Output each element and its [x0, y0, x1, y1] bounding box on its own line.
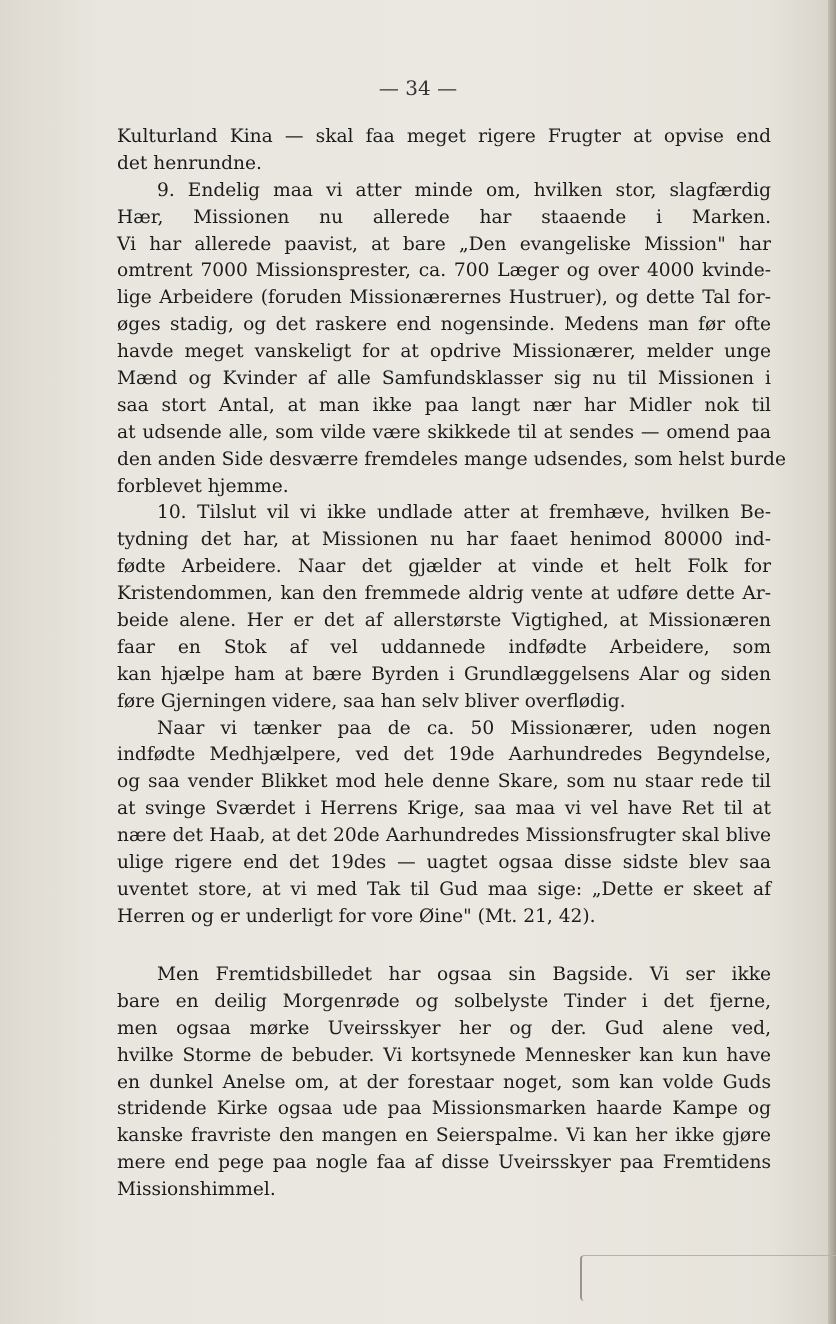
text-line: Men Fremtidsbilledet har ogsaa sin Bagside. Vi ser ikke: [157, 964, 771, 985]
text-line: mere end pege paa nogle faa af disse Uveirsskyer paa Fremtidens: [117, 1152, 771, 1174]
page-edge-shadow: [828, 0, 836, 1324]
text-line: og saa vender Blikket mod hele denne Skare, som nu staar rede til: [117, 771, 771, 793]
page-number: — 34 —: [378, 76, 458, 100]
paragraph: [117, 716, 771, 931]
text-line: saa stort Antal, at man ikke paa langt nær har Midler nok til: [117, 394, 771, 416]
text-block-upper: [117, 124, 786, 931]
text-line: tydning det har, at Missionen nu har faaet henimod 80000 ind-: [117, 529, 771, 551]
text-line: føre Gjerningen videre, saa han selv bliver overflødig.: [117, 690, 626, 712]
text-line: stridende Kirke ogsaa ude paa Missionsmarken haarde Kampe og: [117, 1098, 771, 1120]
text-line: havde meget vanskeligt for at opdrive Missionærer, melder unge: [117, 341, 771, 363]
binding-tab-mark: [580, 1255, 836, 1301]
text-line: nære det Haab, at det 20de Aarhundredes Missionsfrugter skal blive: [117, 825, 771, 847]
text-line: at svinge Sværdet i Herrens Krige, saa maa vi vel have Ret til at: [117, 798, 771, 820]
text-line: Hær, Missionen nu allerede har staaende i Marken.: [117, 206, 771, 228]
text-line: Vi har allerede paavist, at bare „Den evangeliske Mission" har: [117, 233, 771, 255]
paragraph: [117, 500, 771, 715]
text-line: omtrent 7000 Missionsprester, ca. 700 Læger og over 4000 kvinde-: [117, 260, 771, 282]
text-line: Naar vi tænker paa de ca. 50 Missionærer, uden nogen: [157, 717, 771, 739]
text-line: hvilke Storme de bebuder. Vi kortsynede Mennesker kan kun have: [117, 1044, 771, 1066]
text-line: Missionshimmel.: [117, 1179, 276, 1201]
text-line: Mænd og Kvinder af alle Samfundsklasser sig nu til Missionen i: [117, 368, 771, 390]
text-line: Kulturland Kina — skal faa meget rigere Frugter at opvise end: [117, 126, 771, 147]
text-line: Kristendommen, kan den fremmede aldrig vente at udføre dette Ar-: [117, 583, 771, 605]
text-line: øges stadig, og det raskere end nogensinde. Medens man før ofte: [117, 314, 771, 336]
text-block-lower: [117, 962, 771, 1204]
text-line: men ogsaa mørke Uveirsskyer her og der. Gud alene ved,: [117, 1017, 771, 1039]
text-line: det henrundne.: [117, 152, 262, 174]
text-line: faar en Stok af vel uddannede indfødte Arbeidere, som: [117, 636, 771, 658]
paragraph: [117, 178, 786, 501]
text-line: 9. Endelig maa vi atter minde om, hvilken stor, slagfærdig: [157, 179, 771, 201]
paragraph: [117, 962, 771, 1204]
text-line: Herren og er underligt for vore Øine" (Mt. 21, 42).: [117, 905, 596, 927]
text-line: beide alene. Her er det af allerstørste Vigtighed, at Missionæren: [117, 610, 771, 632]
text-line: indfødte Medhjælpere, ved det 19de Aarhundredes Begyndelse,: [117, 744, 771, 766]
text-line: bare en deilig Morgenrøde og solbelyste Tinder i det fjerne,: [117, 990, 771, 1012]
text-line: lige Arbeidere (foruden Missionærernes Hustruer), og dette Tal for-: [117, 287, 771, 309]
text-line: kanske fravriste den mangen en Seierspalme. Vi kan her ikke gjøre: [117, 1125, 771, 1147]
text-line: at udsende alle, som vilde være skikkede til at sendes — omend paa: [117, 421, 771, 443]
text-line: den anden Side desværre fremdeles mange udsendes, som helst burde: [117, 448, 786, 470]
text-line: uventet store, at vi med Tak til Gud maa sige: „Dette er skeet af: [117, 878, 771, 900]
text-line: forblevet hjemme.: [117, 475, 289, 497]
text-line: ulige rigere end det 19des — uagtet ogsaa disse sidste blev saa: [117, 852, 771, 874]
text-line: kan hjælpe ham at bære Byrden i Grundlæggelsens Alar og siden: [117, 663, 771, 685]
text-line: 10. Tilslut vil vi ikke undlade atter at fremhæve, hvilken Be-: [157, 502, 771, 524]
text-line: fødte Arbeidere. Naar det gjælder at vinde et helt Folk for: [117, 556, 771, 578]
paragraph: [117, 124, 771, 178]
text-line: en dunkel Anelse om, at der forestaar noget, som kan volde Guds: [117, 1071, 771, 1093]
